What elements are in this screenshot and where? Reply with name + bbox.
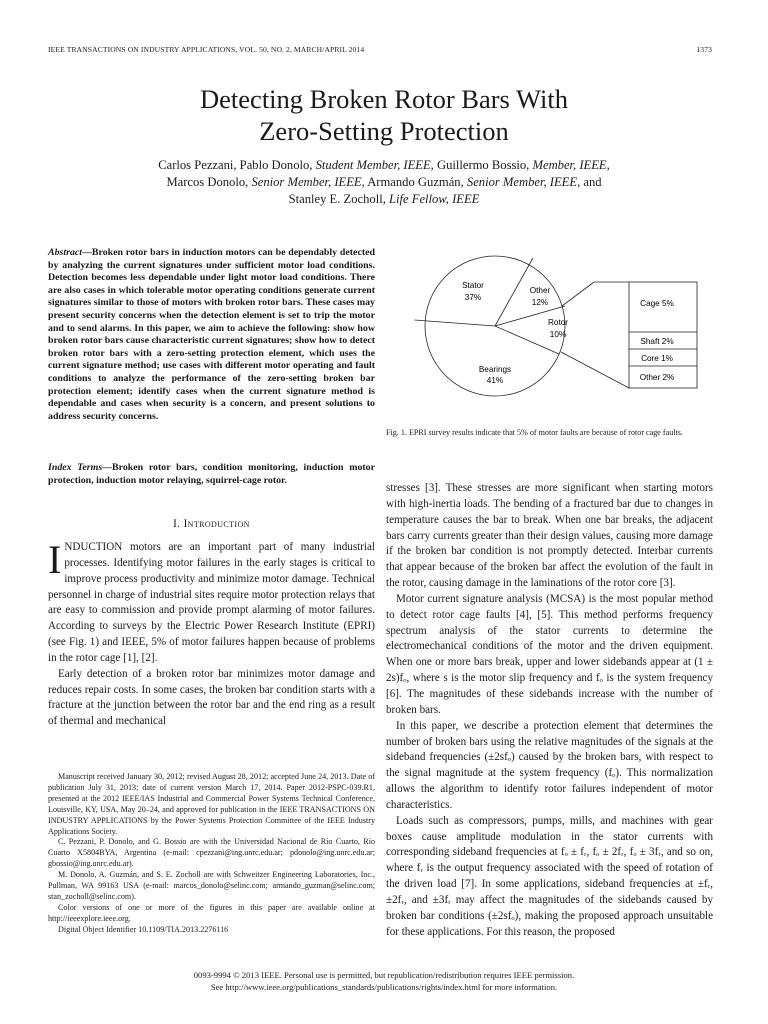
breakdown-cage: Cage 5%	[640, 299, 674, 308]
author-text: ,	[606, 158, 610, 172]
copyright-line-2: See http://www.ieee.org/publications_standards/publications/rights/index.html for more information.	[210, 981, 558, 992]
author-role: Student Member, IEEE	[315, 158, 431, 172]
figure-1-pie-chart	[386, 246, 713, 424]
page-number: 1373	[696, 45, 712, 54]
author-text: Marcos Donolo,	[166, 175, 252, 189]
drop-cap: I	[48, 537, 62, 582]
copyright-line-1: 0093-9994 © 2013 IEEE. Personal use is permitted, but republication/redistribution requires IEEE permission.	[193, 970, 575, 980]
slice-label-stator: Stator	[462, 281, 484, 290]
author-list	[0, 157, 768, 208]
slice-value-bearings: 41%	[486, 376, 504, 385]
title-line-1: Detecting Broken Rotor Bars With	[200, 84, 568, 114]
index-terms	[48, 462, 375, 487]
author-role: Senior Member, IEEE	[466, 175, 578, 189]
author-text: , and	[577, 175, 602, 189]
pie-chart-svg	[386, 246, 713, 424]
footnote-color: Color versions of one or more of the figures in this paper are available online at http://ieeexplore.ieee.org.	[48, 902, 375, 923]
connector-bottom-diag	[561, 352, 629, 388]
author-line-2	[0, 174, 768, 191]
right-column-body	[386, 481, 713, 940]
author-text: , Armando Guzmán,	[361, 175, 467, 189]
breakdown-shaft: Shaft 2%	[640, 337, 674, 346]
intro-text: NDUCTION motors are an important part of many industrial processes. Identifying motor failures in the early stages is critical to improve process productivity and minimize motor damage. Technical personnel in charge of industrial sites require motor protection relays that are easy to commission and provide prompt alarming of motor failures. According to surveys by the Electric Power Research Institute (EPRI) (see Fig. 1) and IEEE, 5% of motor failures happen because of problems in the rotor cage [1], [2].	[48, 541, 375, 664]
slice-label-rotor: Rotor	[547, 318, 569, 327]
author-text: , Guillermo Bossio,	[430, 158, 533, 172]
right-paragraph-2: Motor current signature analysis (MCSA) is the most popular method to detect rotor cage faults [4], [5]. This method performs frequency spectrum analysis of the stator currents to determine the electromechanical conditions of the motor and the driven equipment. When one or more bars break, upper and lower sidebands appear at (1 ± 2s)fₒ, where s is the motor slip frequency and fₒ is the system frequency [6]. The magnitudes of these sidebands increase with the number of broken bars.	[386, 592, 713, 716]
index-terms-text: —Broken rotor bars, condition monitoring, induction motor protection, induction motor relaying, squirrel-cage rotor.	[48, 462, 375, 486]
journal-name: IEEE TRANSACTIONS ON INDUSTRY APPLICATIONS, VOL. 50, NO. 2, MARCH/APRIL 2014	[48, 45, 365, 54]
slice-value-stator: 37%	[464, 293, 482, 302]
author-role: Senior Member, IEEE	[251, 175, 362, 189]
author-text: Carlos Pezzani, Pablo Donolo,	[158, 158, 316, 172]
intro-paragraph-1	[48, 537, 375, 667]
title-line-2: Zero-Setting Protection	[259, 116, 509, 146]
introduction-body	[48, 537, 375, 730]
slice-label-other: Other	[529, 286, 551, 295]
right-paragraph-1: stresses [3]. These stresses are more significant when starting motors with high-inertia loads. The bending of a fractured bar due to changes in temperature causes the bar to break. When one bar breaks, the adjacent bars carry currents greater than their design values, causing more damage if the broken bar condition is not promptly detected. Interbar currents that appear because of the broken bar affect the evolution of the fault in the rotor, causing damage in the laminations of the rotor core [3].	[386, 482, 713, 590]
intro-paragraph-2: Early detection of a broken rotor bar minimizes motor damage and reduces repair costs. In some cases, the broken bar condition starts with a fracture at the junction between the rotor bar and the end ring as a result of thermal and mechanical	[48, 667, 375, 728]
paper-title	[0, 83, 768, 147]
footnote-block	[48, 772, 375, 936]
author-line-3	[0, 191, 768, 208]
footnote-doi: Digital Object Identifier 10.1109/TIA.2013.2276116	[58, 924, 229, 934]
abstract	[48, 247, 375, 423]
footnote-affiliation-1: C. Pezzani, P. Donolo, and G. Bossio are with the Universidad Nacional de Río Cuarto, Río Cuarto X5804BYA, Argentina (e-mail: cpezzani@ing.unrc.edu.ar; pdonolo@ing.unrc.edu.ar; gbossio@ing.unrc.edu.ar).	[48, 837, 375, 869]
footnote-manuscript: Manuscript received January 30, 2012; revised August 28, 2012; accepted June 24, 2013. Date of publication July 31, 2013; date of current version March 17, 2014. Paper 2012-PSPC-039.R1, presented at the 2012 IEEE/IAS Industrial and Commercial Power Systems Technical Conference, Louisville, KY, USA, May 20–24, and approved for publication in the IEEE TRANSACTIONS ON INDUSTRY APPLICATIONS by the Power Systems Protection Committee of the IEEE Industry Applications Society.	[48, 772, 375, 836]
breakdown-core: Core 1%	[641, 354, 673, 363]
slice-label-bearings: Bearings	[478, 365, 512, 374]
connector-top-diag	[562, 282, 594, 306]
author-role: Life Fellow, IEEE	[389, 192, 480, 206]
author-text: Stanley E. Zocholl,	[288, 192, 390, 206]
running-header	[48, 45, 712, 54]
author-line-1	[0, 157, 768, 174]
figure-1-caption: Fig. 1. EPRI survey results indicate that 5% of motor faults are because of rotor cage faults.	[386, 428, 683, 437]
abstract-text: —Broken rotor bars in induction motors can be dependably detected by analyzing the current signatures under sufficient motor load conditions. Detection becomes less dependable under light motor load conditions. There are also cases in which tolerable motor operating conditions generate current signatures similar to those of motors with broken rotor bars. These cases may present security concerns when the detection element is set to trip the motor and to send alarms. In this paper, we aim to achieve the following: show how broken rotor bars cause characteristic current signatures; show how to detect broken rotor bars with a zero-setting protection element, which uses the current signature method; use cases with different motor operating and fault conditions to analyze the performance of the zero-setting broken bar protection element; identify cases when the current signature method is dependable and cases when security is a concern, and present solutions to address security concerns.	[48, 247, 375, 422]
author-role: Member, IEEE	[532, 158, 607, 172]
right-paragraph-4: Loads such as compressors, pumps, mills, and machines with gear boxes cause amplitude modulation in the stator currents with corresponding sideband frequencies at fₒ ± fᵣ, fₒ ± 2fᵣ, fₒ ± 3fᵣ, and so on, where fᵣ is the output frequency associated with the speed of rotation of the driven load [7]. In some applications, sideband frequencies at ±fᵣ, ±2fᵣ, and ±3fᵣ may affect the magnitudes of the sidebands caused by broken bar conditions (±2sfₒ), making the proposed approach unsuitable for these applications. For this reason, the proposed	[386, 814, 713, 938]
copyright-notice	[0, 970, 768, 993]
section-heading: I. Introduction	[173, 518, 250, 530]
breakdown-other: Other 2%	[639, 373, 675, 382]
right-paragraph-3: In this paper, we describe a protection element that determines the number of broken bars using the relative magnitudes of the signals at the sideband frequencies (±2sfₒ) caused by the broken bars, with respect to the signal magnitude at the system frequency (fₒ). This normalization allows the algorithm to identify rotor failures independent of motor characteristics.	[386, 719, 713, 811]
index-terms-lead: Index Terms	[48, 462, 103, 473]
slice-value-other: 12%	[531, 298, 549, 307]
slice-value-rotor: 10%	[549, 330, 567, 339]
footnote-affiliation-2: M. Donolo, A. Guzmán, and S. E. Zocholl are with Schweitzer Engineering Laboratories, Inc., Pullman, WA 99163 USA (e-mail: marcos_donolo@selinc.com; armando_guzman@selinc.com; stan_zocholl@selinc.com).	[48, 870, 375, 901]
abstract-lead: Abstract	[48, 247, 83, 258]
